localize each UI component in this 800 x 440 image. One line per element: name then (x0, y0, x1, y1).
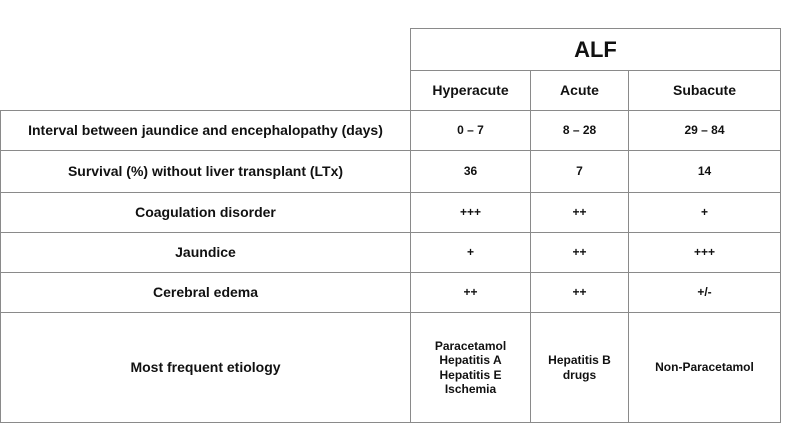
etiology-item: Hepatitis B (548, 353, 611, 368)
rule-bottom (0, 422, 780, 423)
cell-edema-acute: ++ (572, 285, 587, 300)
cell-jaundice-acute: ++ (572, 245, 587, 260)
row-label-jaundice: Jaundice (175, 244, 236, 261)
etiology-item: Ischemia (444, 381, 497, 396)
cell-interval-hyperacute: 0 – 7 (457, 123, 484, 138)
row-label-cerebral-edema: Cerebral edema (152, 284, 259, 301)
column-header-hyperacute: Hyperacute (432, 82, 509, 99)
etiology-list-acute (548, 353, 611, 381)
cell-edema-hyperacute: ++ (463, 285, 478, 300)
group-title: ALF (574, 36, 617, 62)
column-header-subacute: Subacute (672, 82, 736, 99)
cell-etiology-subacute (629, 313, 780, 422)
etiology-item: drugs (562, 367, 597, 382)
cell-coagulation-subacute: + (700, 205, 708, 220)
row-label-interval: Interval between jaundice and encephalopathy (days) (28, 122, 383, 139)
row-label-etiology: Most frequent etiology (130, 359, 281, 376)
column-header-acute: Acute (560, 82, 599, 99)
cell-coagulation-acute: ++ (572, 205, 587, 220)
rule-right (780, 28, 781, 423)
etiology-list-hyperacute (435, 339, 506, 396)
etiology-list-subacute (655, 360, 754, 374)
cell-survival-hyperacute: 36 (463, 164, 478, 179)
cell-coagulation-hyperacute: +++ (459, 205, 482, 220)
cell-etiology-hyperacute (411, 313, 530, 422)
etiology-item: Non-Paracetamol (655, 360, 754, 375)
cell-survival-acute: 7 (576, 164, 583, 179)
cell-jaundice-subacute: +++ (693, 245, 716, 260)
cell-interval-subacute: 29 – 84 (684, 123, 725, 138)
cell-interval-acute: 8 – 28 (562, 123, 597, 138)
row-label-coagulation: Coagulation disorder (135, 204, 276, 221)
etiology-item: Hepatitis A (439, 353, 502, 368)
row-label-survival: Survival (%) without liver transplant (LTx) (67, 163, 344, 180)
etiology-item: Hepatitis E (439, 367, 502, 382)
cell-etiology-acute (531, 313, 628, 422)
cell-jaundice-hyperacute: + (466, 245, 474, 260)
cell-survival-subacute: 14 (697, 164, 712, 179)
etiology-item: Paracetamol (434, 339, 507, 354)
cell-edema-subacute: +/- (697, 285, 712, 300)
